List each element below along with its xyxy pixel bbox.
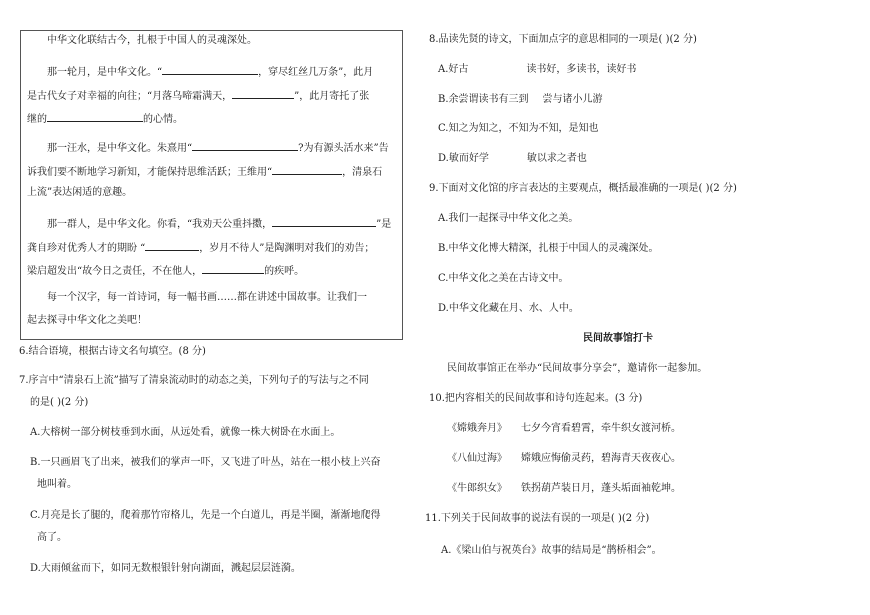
- passage-line: 那一汪水，是中华文化。朱熹用“ ?为有源头活水来”告: [47, 139, 389, 156]
- option-b[interactable]: B.中华文化博大精深，扎根于中国人的灵魂深处。: [438, 243, 659, 254]
- blank-4[interactable]: [192, 139, 298, 151]
- option-a[interactable]: A.好古 读书好，多读书，读好书: [438, 64, 637, 75]
- blank-5[interactable]: [272, 163, 342, 175]
- blank-8[interactable]: [202, 262, 264, 274]
- blank-3[interactable]: [47, 110, 143, 122]
- option-c[interactable]: C.月亮是长了腿的，爬着那竹帘格儿，先是一个白道儿，再是半圈，渐渐地爬得: [30, 510, 381, 521]
- question-8: 8.品读先贤的诗文，下面加点字的意思相同的一项是( )(2 分): [429, 34, 697, 45]
- passage-line: 起去探寻中华文化之美吧！: [27, 315, 147, 326]
- blank-6[interactable]: [272, 215, 376, 227]
- passage-line: 龚自珍对优秀人才的期盼 “ ，岁月不待人”是陶渊明对我们的劝告；: [27, 239, 374, 256]
- option-d[interactable]: D.中华文化藏在月、水、人中。: [438, 303, 579, 314]
- option-a[interactable]: A.大榕树一部分树枝垂到水面，从远处看，就像一株大树卧在水面上。: [30, 427, 341, 438]
- question-9: 9.下面对文化馆的序言表达的主要观点，概括最准确的一项是( )(2 分): [429, 183, 737, 194]
- passage-line: 诉我们要不断地学习新知，才能保持思维活跃；王维用“ ，清泉石: [27, 163, 382, 180]
- passage-line: 每一个汉字，每一首诗词，每一幅书画……都在讲述中国故事。让我们一: [47, 292, 367, 303]
- option-a[interactable]: A.我们一起探寻中华文化之美。: [438, 213, 579, 224]
- passage-line: 上流”表达闲适的意趣。: [27, 187, 133, 198]
- matching-row[interactable]: 《嫦娥奔月》 七夕今宵看碧霄，牵牛织女渡河桥。: [447, 423, 681, 434]
- option-b[interactable]: B.余尝谓读书有三到 尝与诸小儿游: [438, 94, 603, 105]
- question-7-stem: 7.序言中“清泉石上流”描写了清泉流动时的动态之美，下列句子的写法与之不同: [19, 375, 369, 386]
- question-11: 11.下列关于民间故事的说法有误的一项是( )(2 分): [425, 513, 650, 524]
- option-d[interactable]: D.敏而好学 敏以求之者也: [438, 153, 587, 164]
- matching-row[interactable]: 《牛郎织女》 铁拐葫芦装日月，蓬头垢面袖乾坤。: [447, 483, 681, 494]
- option-b[interactable]: B.一只画眉飞了出来，被我们的掌声一吓，又飞进了叶丛，站在一根小枝上兴奋: [30, 457, 381, 468]
- section-intro: 民间故事馆正在举办“民间故事分享会”，邀请你一起参加。: [447, 363, 708, 374]
- option-c[interactable]: C.中华文化之美在古诗文中。: [438, 273, 569, 284]
- section-title: 民间故事馆打卡: [583, 333, 653, 344]
- passage-line: 是古代女子对幸福的向往；“月落乌啼霜满天， ”，此月寄托了张: [27, 87, 369, 104]
- passage-line: 那一轮月，是中华文化。“ ，穿尽红丝几万条”，此月: [47, 63, 373, 80]
- blank-2[interactable]: [232, 87, 294, 99]
- passage-intro: 中华文化联结古今，扎根于中国人的灵魂深处。: [47, 35, 257, 46]
- blank-7[interactable]: [145, 239, 199, 251]
- option-c-cont: 高了。: [37, 532, 67, 543]
- passage-line: 梁启超发出“故今日之责任，不在他人， 的疾呼。: [27, 262, 304, 279]
- blank-1[interactable]: [162, 63, 258, 75]
- option-a[interactable]: A.《梁山伯与祝英台》故事的结局是“鹊桥相会”。: [441, 545, 662, 556]
- passage-line: 继的 的心情。: [27, 110, 183, 127]
- matching-row[interactable]: 《八仙过海》 嫦娥应悔偷灵药，碧海青天夜夜心。: [447, 453, 681, 464]
- option-c[interactable]: C.知之为知之，不知为不知，是知也: [438, 123, 599, 134]
- question-10: 10.把内容相关的民间故事和诗句连起来。(3 分): [429, 393, 643, 404]
- passage-line: 那一群人，是中华文化。你看，“我劝天公重抖擞， ”是: [47, 215, 391, 232]
- question-7-stem: 的是( )(2 分): [30, 397, 89, 408]
- question-6: 6.结合语境，根据古诗文名句填空。(8 分): [19, 346, 206, 357]
- option-d[interactable]: D.大雨倾盆而下，如同无数根银针射向湖面，溅起层层涟漪。: [30, 563, 301, 574]
- option-b-cont: 地叫着。: [37, 479, 77, 490]
